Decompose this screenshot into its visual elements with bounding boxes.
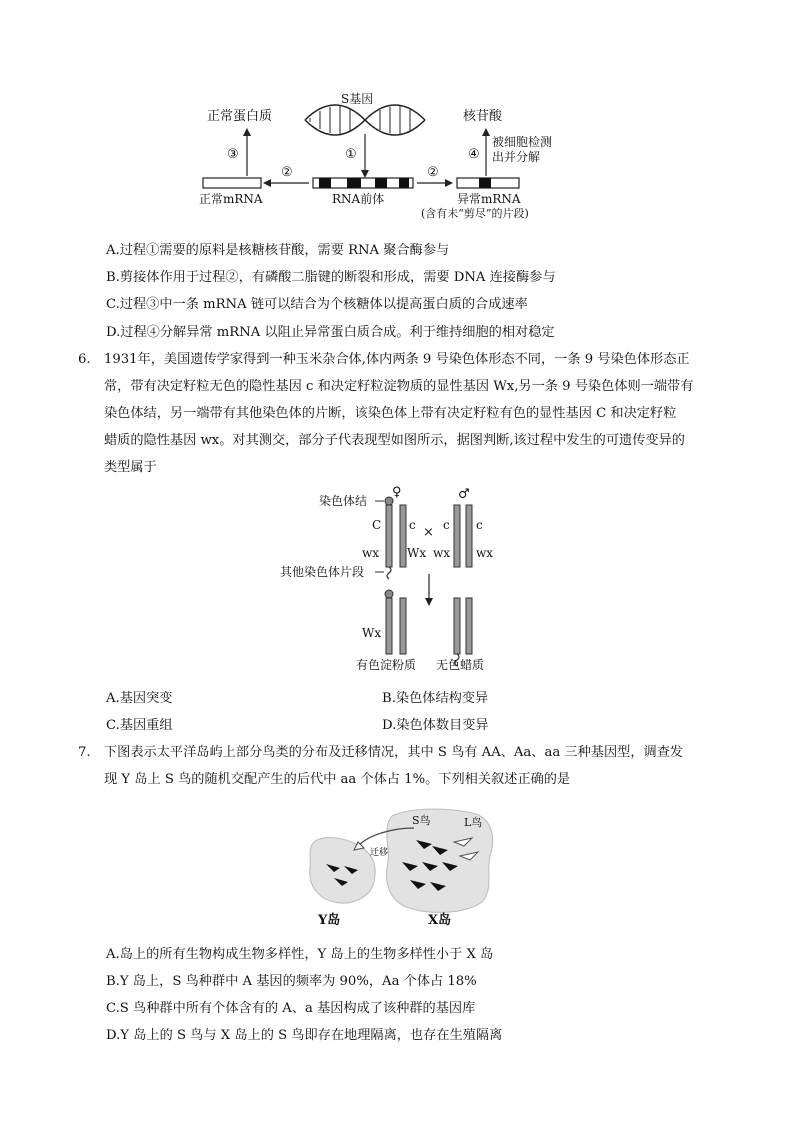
q6-stem-line: 染色体结，另一端带有其他染色体的片断，该染色体上带有决定籽粒有色的显性基因 C 和决定籽粒 [104, 406, 677, 421]
female-symbol: ♀ [392, 485, 402, 500]
dna-strand-2 [305, 105, 425, 135]
x-island-label: X岛 [428, 913, 452, 928]
q6-option-a: A.基因突变 [106, 691, 173, 706]
q6-figure [278, 486, 518, 676]
step2b-label: ② [427, 165, 439, 180]
gene-c-label: c [476, 518, 483, 532]
q6-option-c: C.基因重组 [106, 718, 173, 733]
gene-label: S基因 [341, 92, 374, 106]
cross-symbol: × [423, 525, 434, 540]
abnormal-mrna-label: 异常mRNA [457, 192, 521, 206]
fragment-label: 其他染色体片段 [280, 565, 365, 579]
q7-figure [304, 802, 500, 932]
q5-option-d: D.过程④分解异常 mRNA 以阻止异常蛋白质合成。利于维持细胞的相对稳定 [106, 325, 555, 340]
gene-wx-label: wx [433, 546, 451, 560]
q7-option-a: A.岛上的所有生物构成生物多样性，Y 岛上的生物多样性小于 X 岛 [106, 947, 494, 962]
q7-number: 7. [78, 745, 91, 760]
y-island-label: Y岛 [318, 913, 341, 928]
q7-option-d: D.Y 岛上的 S 鸟与 X 岛上的 S 鸟即存在地理隔离，也存在生殖隔离 [106, 1028, 503, 1043]
migrate-label: 迁移 [370, 848, 389, 858]
q5-option-b: B.剪接体作用于过程②，有磷酸二脂键的断裂和形成，需要 DNA 连接酶参与 [106, 270, 556, 285]
nucleotide-label: 核苷酸 [463, 109, 503, 124]
q5-option-c: C.过程③中一条 mRNA 链可以结合为个核糖体以提高蛋白质的合成速率 [106, 297, 528, 312]
abnormal-note-label: (含有未“剪尽”的片段) [421, 207, 529, 220]
offspring-label-colorless-waxy: 无色蜡质 [436, 658, 485, 672]
normal-protein-label: 正常蛋白质 [207, 109, 273, 124]
y-island-shape [310, 838, 375, 903]
q6-figure-shapes [278, 486, 518, 676]
gene-wx-label: wx [476, 546, 494, 560]
step1-label: ① [345, 147, 357, 162]
q7-option-b: B.Y 岛上，S 鸟种群中 A 基因的频率为 90%，Aa 个体占 18% [106, 974, 477, 989]
step2a-label: ② [281, 165, 293, 180]
step4-label: ④ [468, 147, 480, 162]
normal-mrna-label: 正常mRNA [199, 192, 263, 206]
q6-option-b: B.染色体结构变异 [382, 691, 489, 706]
l-bird-label: L鸟 [464, 816, 483, 829]
male-symbol: ♂ [458, 487, 470, 502]
q7-stem-line: 现 Y 岛上 S 鸟的随机交配产生的后代中 aa 个体占 1%。下列相关叙述正确的是 [104, 772, 571, 787]
knob-label: 染色体结 [319, 494, 368, 508]
q5-option-a: A.过程①需要的原料是核糖核苷酸，需要 RNA 聚合酶参与 [106, 243, 450, 258]
offspring-label-colored-starchy: 有色淀粉质 [356, 658, 417, 672]
q6-stem-line: 常，带有决定籽粒无色的隐性基因 c 和决定籽粒淀物质的显性基因 Wx,另一条 9 号染色体则一端带有 [104, 379, 694, 394]
q6-stem-line: 蜡质的隐性基因 wx。对其测交，部分子代表现型如图所示，据图判断,该过程中发生的可遗传变异的 [104, 433, 685, 448]
normal-mrna-bar [203, 178, 261, 188]
rna-precursor-label: RNA前体 [332, 192, 385, 206]
gene-wx-label: wx [362, 546, 380, 560]
detect-label-1: 被细胞检测 [492, 135, 553, 149]
gene-Wx-label: Wx [362, 626, 382, 640]
q5-figure [195, 88, 615, 223]
q6-stem-line: 类型属于 [104, 460, 157, 475]
q6-number: 6. [78, 352, 91, 367]
detect-label-2: 出并分解 [492, 150, 541, 164]
step3-label: ③ [227, 147, 239, 162]
q7-stem-line: 下图表示太平洋岛屿上部分鸟类的分布及迁移情况，其中 S 鸟有 AA、Aa、aa 三种基因型，调查发 [104, 745, 684, 760]
q7-option-c: C.S 鸟种群中所有个体含有的 A、a 基因构成了该种群的基因库 [106, 1001, 476, 1016]
gene-c-label: c [443, 518, 450, 532]
gene-c-label: c [409, 518, 416, 532]
s-bird-label: S鸟 [412, 814, 431, 827]
q6-stem-line: 1931年，美国遗传学家得到一种玉米杂合体,体内两条 9 号染色体形态不同，一条 9 号染色体形态正 [104, 352, 690, 367]
gene-C-label: C [372, 518, 382, 532]
gene-Wx-label: Wx [407, 546, 427, 560]
q6-option-d: D.染色体数目变异 [382, 718, 489, 733]
